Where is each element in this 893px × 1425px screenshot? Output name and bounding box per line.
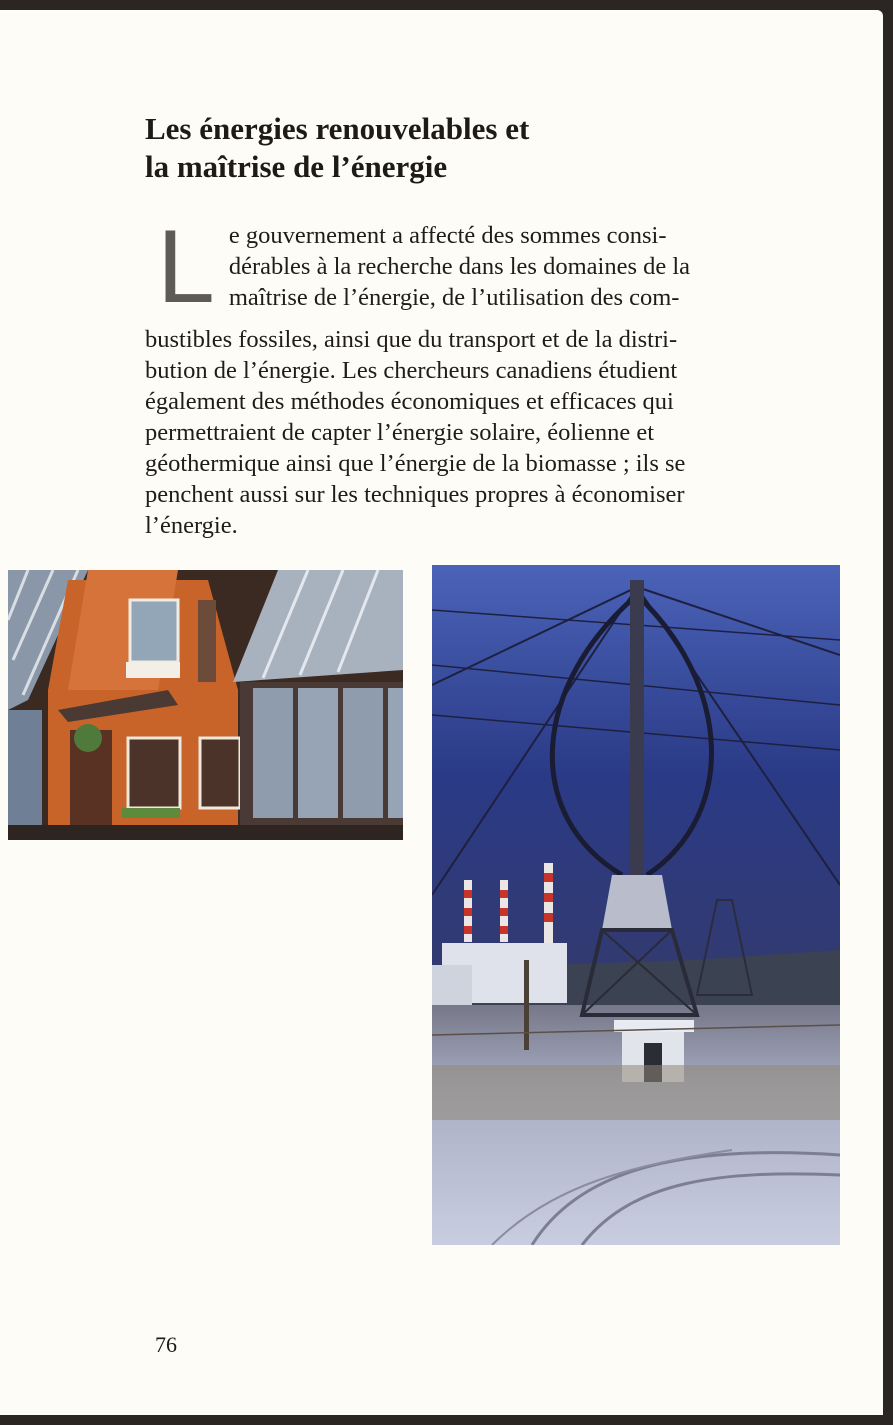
paragraph-line: maîtrise de l’énergie, de l’utilisation des com-	[228, 284, 680, 311]
drop-cap: L	[157, 209, 215, 325]
paragraph-line: dérables à la recherche dans les domaines de la	[228, 253, 691, 280]
wind-turbine-illustration	[432, 565, 840, 1245]
paragraph-line: l’énergie.	[145, 512, 238, 539]
solar-house-photo	[8, 570, 403, 840]
paragraph-line: e gouvernement a affecté des sommes consi-	[228, 222, 667, 249]
book-page	[0, 10, 883, 1415]
solar-house-illustration	[8, 570, 403, 840]
section-title	[145, 110, 665, 186]
paragraph-line: penchent aussi sur les techniques propres à économiser	[145, 481, 685, 508]
page-number: 76	[155, 1332, 177, 1357]
body-paragraph	[145, 209, 817, 541]
paragraph-line: bution de l’énergie. Les chercheurs canadiens étudient	[145, 357, 678, 384]
title-line-2: la maîtrise de l’énergie	[145, 149, 448, 184]
paragraph-line: géothermique ainsi que l’énergie de la biomasse ; ils se	[145, 450, 686, 477]
paragraph-line: permettraient de capter l’énergie solaire, éolienne et	[145, 419, 655, 446]
paragraph-line: également des méthodes économiques et efficaces qui	[145, 388, 674, 415]
paragraph-line: bustibles fossiles, ainsi que du transport et de la distri-	[145, 326, 678, 353]
title-line-1: Les énergies renouvelables et	[145, 111, 530, 146]
wind-turbine-photo	[432, 565, 840, 1245]
